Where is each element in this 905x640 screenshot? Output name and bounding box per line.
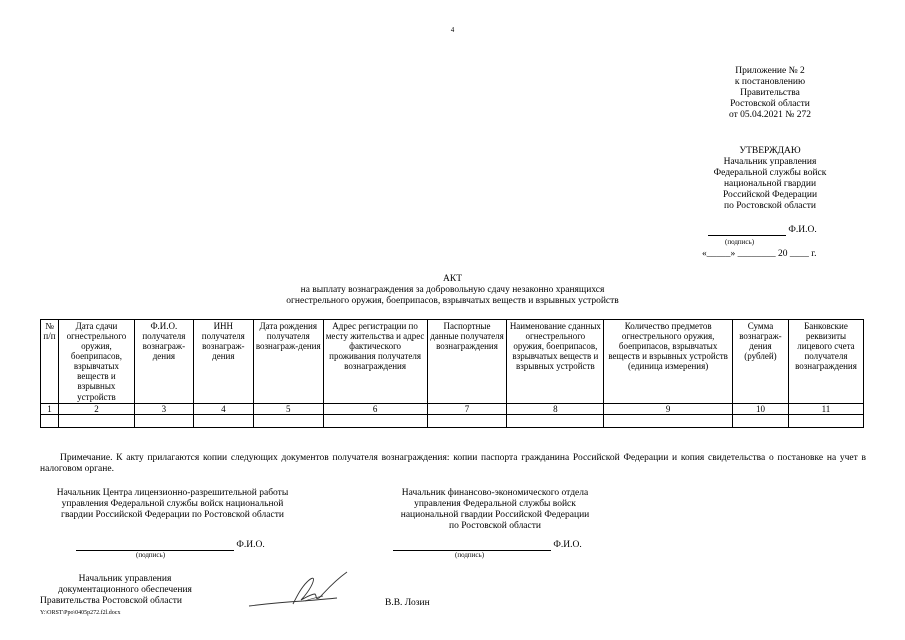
column-number-row: [41, 403, 864, 414]
appendix-line: от 05.04.2021 № 272: [729, 109, 811, 120]
approval-line: Российской Федерации: [722, 189, 818, 200]
bottom-signatory-block: [40, 574, 210, 607]
approval-fio: Ф.И.О.: [788, 225, 817, 235]
column-number: 3: [134, 403, 193, 414]
page-number: 4: [450, 26, 455, 34]
approval-line: Федеральной службы войск: [713, 167, 827, 178]
act-heading: АКТ: [443, 274, 462, 284]
signatory-line: управления Федеральной службы войск: [414, 498, 576, 509]
table-row-empty: [41, 414, 864, 427]
signature-blank: [708, 226, 786, 236]
signatory-line: документационного обеспечения: [58, 584, 192, 595]
table-cell: [58, 414, 134, 427]
signature-blank: [393, 541, 551, 551]
appendix-block: [690, 66, 850, 121]
signatory-line: гвардии Российской Федерации по Ростовской области: [61, 509, 284, 520]
approval-block: [690, 146, 850, 212]
appendix-line: Ростовской области: [730, 98, 810, 109]
act-title: [0, 274, 905, 308]
left-fio: Ф.И.О.: [236, 540, 265, 550]
table-cell: [427, 414, 507, 427]
approval-signature-caption: (подпись): [725, 238, 755, 246]
column-header: Количество предметов огнестрельного оружия, боеприпасов, взрывчатых веществ и взрывных устройств (единица измерения): [604, 320, 733, 404]
column-number: 5: [253, 403, 323, 414]
approval-line: национальной гвардии: [723, 178, 817, 189]
act-table: [40, 319, 864, 428]
left-signatory-block: [40, 488, 305, 521]
column-header: Наименование сданных огнестрельного оружия, боеприпасов, взрывчатых веществ и взрывных устройств: [507, 320, 604, 404]
signature-blank: [76, 541, 234, 551]
approval-heading: УТВЕРЖДАЮ: [739, 146, 801, 156]
table-cell: [732, 414, 788, 427]
signatory-line: Начальник управления: [78, 574, 172, 584]
approval-signature-row: [690, 225, 850, 236]
column-header: Сумма вознаграж-дения (рублей): [732, 320, 788, 404]
signatory-line: Начальник Центра лицензионно-разрешительной работы: [56, 488, 289, 498]
right-fio: Ф.И.О.: [553, 540, 582, 550]
right-signature-row: [393, 540, 582, 551]
file-path: Y:\ORST\Ppo\0405p272.f2l.docx: [40, 610, 121, 616]
approval-date-line: «_____» ________ 20 ____ г.: [702, 249, 817, 259]
appendix-line: к постановлению: [734, 76, 806, 87]
table-cell: [323, 414, 427, 427]
left-signature-caption: (подпись): [136, 551, 166, 559]
right-signatory-block: [380, 488, 610, 532]
column-header: Банковские реквизиты лицевого счета получателя вознаграждения: [788, 320, 863, 404]
appendix-line: Приложение № 2: [735, 66, 805, 76]
column-header: ИНН получателя вознаграж-дения: [193, 320, 253, 404]
table-cell: [193, 414, 253, 427]
table-cell: [134, 414, 193, 427]
signatory-line: по Ростовской области: [449, 520, 541, 531]
column-number: 8: [507, 403, 604, 414]
signatory-line: Начальник финансово-экономического отдела: [401, 488, 589, 498]
right-signature-caption: (подпись): [455, 551, 485, 559]
approval-line: по Ростовской области: [724, 200, 816, 211]
table-header-row: [41, 320, 864, 404]
note-text: Примечание. К акту прилагаются копии следующих документов получателя вознаграждения: копии паспорта гражданина Российской Федерации и копия свидетельства о постановке на учет в налоговом органе.: [40, 453, 866, 475]
column-header: Дата рождения получателя вознаграж-дения: [253, 320, 323, 404]
column-number: 9: [604, 403, 733, 414]
column-header: Дата сдачи огнестрельного оружия, боеприпасов, взрывчатых веществ и взрывных устройств: [58, 320, 134, 404]
approval-line: Начальник управления: [723, 156, 817, 167]
column-number: 2: [58, 403, 134, 414]
act-subtitle: на выплату вознаграждения за добровольную сдачу незаконно хранящихся: [300, 285, 605, 296]
bottom-signer-name: В.В. Лозин: [385, 598, 430, 608]
signatory-line: национальной гвардии Российской Федерации: [400, 509, 590, 520]
table-cell: [788, 414, 863, 427]
signatory-line: управления Федеральной службы войск национальной: [61, 498, 284, 509]
column-header: Адрес регистрации по месту жительства и адрес фактического проживания получателя вознаграждения: [323, 320, 427, 404]
column-number: 10: [732, 403, 788, 414]
column-number: 7: [427, 403, 507, 414]
column-header: Паспортные данные получателя вознаграждения: [427, 320, 507, 404]
column-header: Ф.И.О. получателя вознаграж-дения: [134, 320, 193, 404]
table-cell: [41, 414, 59, 427]
column-number: 6: [323, 403, 427, 414]
column-header: № п/п: [41, 320, 59, 404]
column-number: 4: [193, 403, 253, 414]
handwritten-signature: [245, 568, 355, 613]
left-signature-row: [76, 540, 265, 551]
column-number: 1: [41, 403, 59, 414]
column-number: 11: [788, 403, 863, 414]
table-cell: [253, 414, 323, 427]
appendix-line: Правительства: [740, 87, 800, 98]
act-subtitle: огнестрельного оружия, боеприпасов, взрывчатых веществ и взрывных устройств: [286, 296, 619, 307]
table-cell: [604, 414, 733, 427]
signatory-line: Правительства Ростовской области: [40, 595, 182, 606]
table-cell: [507, 414, 604, 427]
